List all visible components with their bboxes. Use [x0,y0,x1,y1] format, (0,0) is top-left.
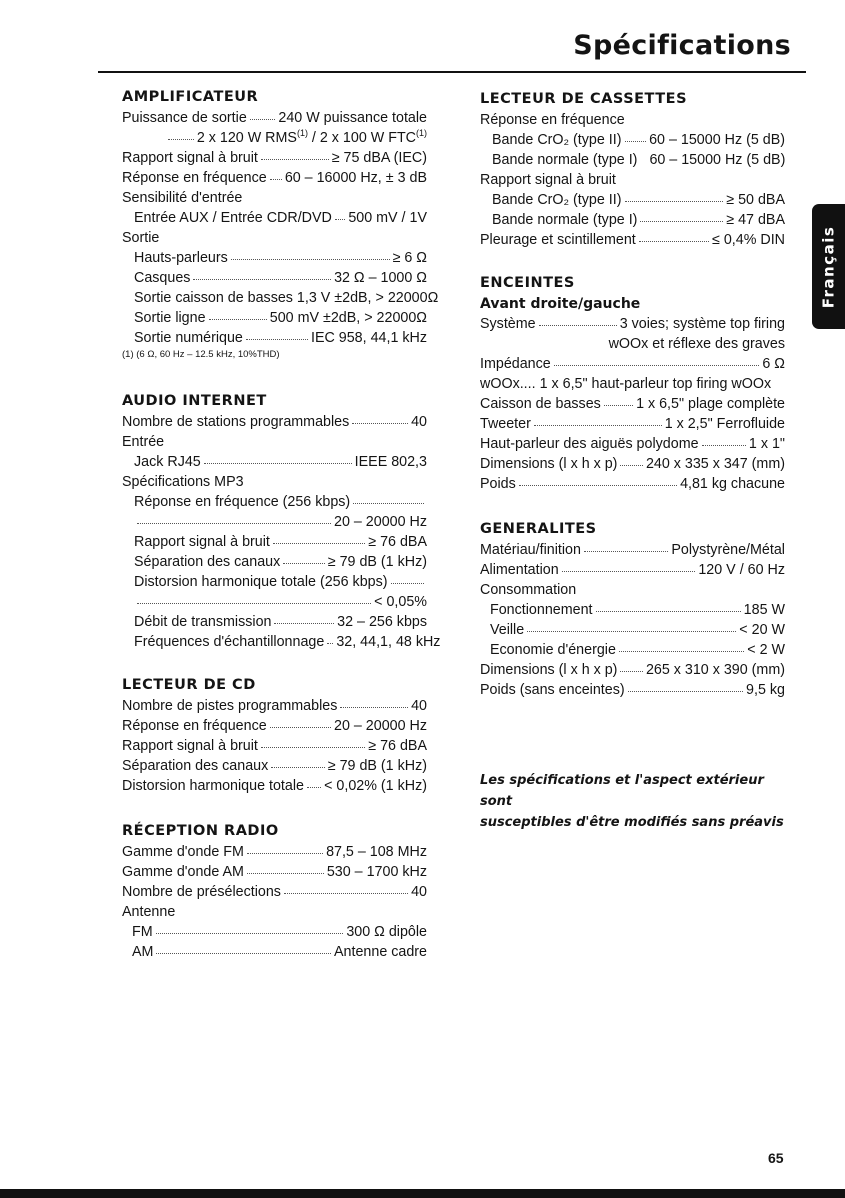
spec-row: Système 3 voies; système top firing [480,316,785,332]
section-title: LECTEUR DE CD [122,677,256,693]
spec-row: Nombre de stations programmables 40 [122,414,427,430]
spec-row: Nombre de présélections 40 [122,884,427,900]
spec-row: wOOx.... 1 x 6,5" haut-parleur top firing wOOx [480,376,772,392]
amplifier-section [122,86,439,362]
spec-row: Rapport signal à bruit ≥ 76 dBA [122,738,427,754]
spec-row: Casques 32 Ω – 1000 Ω [134,270,427,286]
spec-row: Rapport signal à bruit [480,172,616,188]
spec-row: Matériau/finition Polystyrène/Métal [480,542,785,558]
spec-row: Sortie ligne 500 mV ±2dB, > 22000Ω [134,310,427,326]
spec-row: Caisson de basses 1 x 6,5" plage complète [480,396,785,412]
spec-row: Fréquences d'échantillonnage 32, 44,1, 48 kHz [134,634,441,650]
spec-row: Haut-parleur des aiguës polydome 1 x 1" [480,436,785,452]
spec-row: Distorsion harmonique totale (256 kbps) [122,572,427,592]
bottom-bar [0,1189,845,1198]
left-column [122,86,441,978]
spec-row: Nombre de pistes programmables 40 [122,698,427,714]
cassette-section [480,88,785,250]
spec-row: < 0,05% [122,592,427,612]
spec-row: Rapport signal à bruit ≥ 76 dBA [134,534,427,550]
section-title: AUDIO INTERNET [122,393,267,409]
spec-row: Poids 4,81 kg chacune [480,476,785,492]
section-subtitle: Avant droite/gauche [480,296,641,312]
spec-row: Veille < 20 W [490,622,785,638]
spec-row: Fonctionnement 185 W [490,602,785,618]
spec-row: Antenne [122,904,176,920]
right-column [480,86,785,833]
spec-row: Spécifications MP3 [122,474,244,490]
spec-row: Réponse en fréquence 20 – 20000 Hz [122,718,427,734]
section-title: RÉCEPTION RADIO [122,823,279,839]
radio-section [122,820,427,962]
spec-row: Entrée AUX / Entrée CDR/DVD 500 mV / 1V [134,210,427,226]
spec-row: Distorsion harmonique totale < 0,02% (1 kHz) [122,778,427,794]
spec-row: 20 – 20000 Hz [122,512,427,532]
internet-audio-section [122,390,441,652]
spec-row: Impédance 6 Ω [480,356,785,372]
spec-row: Sortie caisson de basses 1,3 V ±2dB, > 22000Ω [134,290,439,306]
spec-row: Sensibilité d'entrée [122,190,243,206]
spec-row: Bande CrO₂ (type II) 60 – 15000 Hz (5 dB) [492,132,785,148]
spec-row: Débit de transmission 32 – 256 kbps [134,614,427,630]
spec-row: Sortie [122,230,160,246]
spec-row: Consommation [480,582,577,598]
language-tab-label: Français [819,225,838,308]
disclaimer-line: susceptibles d'être modifiés sans préavis [480,815,784,830]
spec-row: Puissance de sortie 240 W puissance totale [122,110,427,126]
spec-row: 2 x 120 W RMS$^{(1)}$ / 2 x 100 W FTC$^{(1)}$ [122,128,427,148]
section-title: GENERALITES [480,521,597,537]
language-tab [812,204,845,329]
spec-row: Séparation des canaux ≥ 79 dB (1 kHz) [122,758,427,774]
general-section [480,518,785,700]
disclaimer [480,770,785,833]
spec-row: Pleurage et scintillement ≤ 0,4% DIN [480,232,785,248]
spec-row: Rapport signal à bruit ≥ 75 dBA (IEC) [122,150,427,166]
spec-row: Réponse en fréquence [480,112,625,128]
spec-row: Bande CrO₂ (type II) ≥ 50 dBA [492,192,785,208]
spec-row: Dimensions (l x h x p) 265 x 310 x 390 (mm) [480,662,785,678]
spec-row: Hauts-parleurs ≥ 6 Ω [134,250,427,266]
title-divider [98,71,806,73]
page-number: 65 [768,1150,784,1166]
page-title: Spécifications [573,30,791,61]
spec-row: Bande normale (type I) 60 – 15000 Hz (5 dB) [492,152,786,168]
spec-row: Séparation des canaux ≥ 79 dB (1 kHz) [134,554,427,570]
spec-row: Poids (sans enceintes) 9,5 kg [480,682,785,698]
spec-row: wOOx et réflexe des graves [608,336,785,352]
spec-row: Gamme d'onde FM 87,5 – 108 MHz [122,844,427,860]
spec-row: Economie d'énergie < 2 W [490,642,785,658]
spec-row: Sortie numérique IEC 958, 44,1 kHz [134,330,427,346]
speakers-section [480,272,785,494]
spec-row: Réponse en fréquence 60 – 16000 Hz, ± 3 dB [122,170,427,186]
spec-row: Alimentation 120 V / 60 Hz [480,562,785,578]
section-title: LECTEUR DE CASSETTES [480,91,688,107]
spec-row: Bande normale (type I) ≥ 47 dBA [492,212,785,228]
section-title: ENCEINTES [480,275,575,291]
spec-row: AM Antenne cadre [132,944,427,960]
cd-player-section [122,674,427,796]
spec-row: Gamme d'onde AM 530 – 1700 kHz [122,864,427,880]
spec-row: Entrée [122,434,165,450]
disclaimer-line: Les spécifications et l'aspect extérieur sont [480,773,764,809]
footnote: (1) (6 Ω, 60 Hz – 12.5 kHz, 10%THD) [122,349,280,360]
spec-row: Réponse en fréquence (256 kbps) [122,492,427,512]
spec-row: Jack RJ45 IEEE 802,3 [134,454,427,470]
section-title: AMPLIFICATEUR [122,89,259,105]
spec-row: Dimensions (l x h x p) 240 x 335 x 347 (mm) [480,456,785,472]
spec-row: FM 300 Ω dipôle [132,924,427,940]
spec-row: Tweeter 1 x 2,5" Ferrofluide [480,416,785,432]
